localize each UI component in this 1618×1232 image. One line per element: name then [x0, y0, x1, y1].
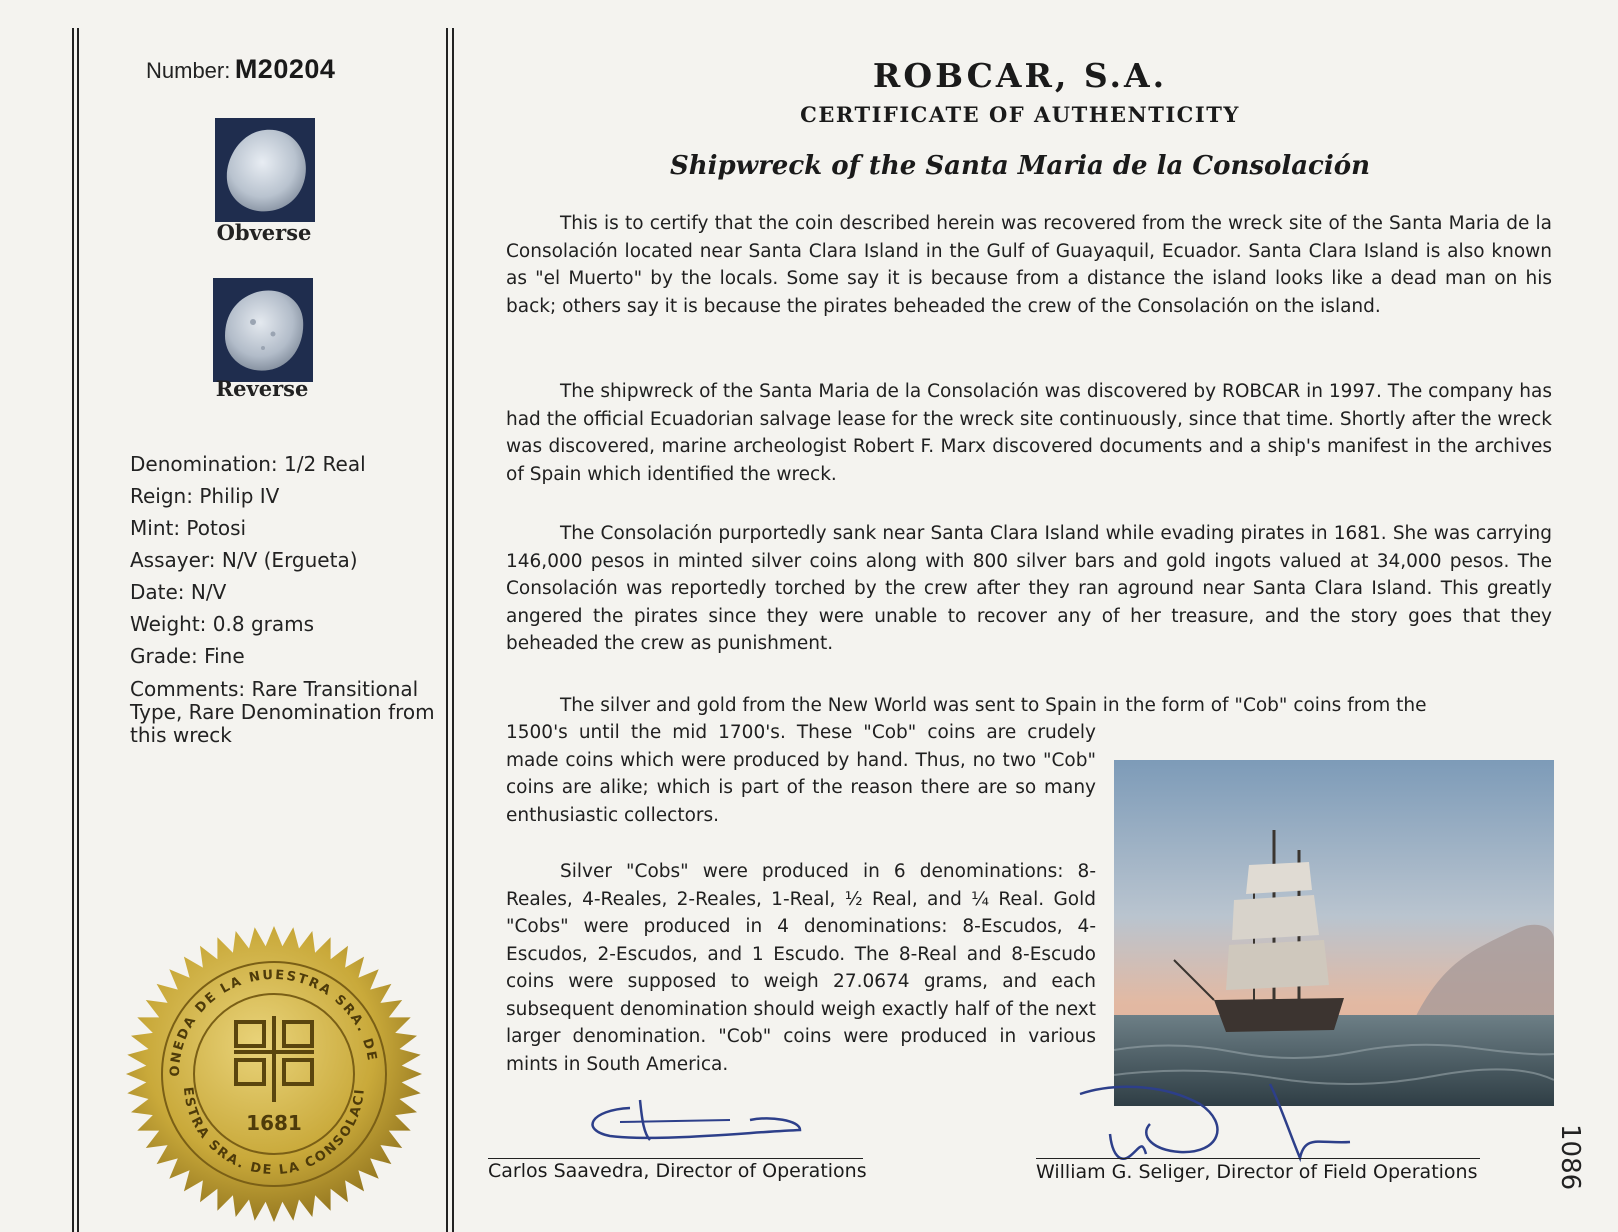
handwritten-number-text: 1086 — [1555, 1124, 1585, 1191]
seal-text-top: ONEDA DE LA NUESTRA SRA. DE — [167, 967, 380, 1077]
certificate-title: CERTIFICATE OF AUTHENTICITY — [800, 102, 1240, 127]
obverse-label: Obverse — [216, 220, 312, 245]
paragraph-denominations: Silver "Cobs" were produced in 6 denominations: 8-Reales, 4-Reales, 2-Reales, 1-Real, ½ Real, and ¼ Real. Gold "Cobs" were produced in 4 denominations: 8-Escudos, 4-Escudos, 2-Escudos, and 1 Escudo. The 8-Real and 8-Escudo coins were supposed to weigh 27.0674 grams, and each subsequent denomination should weigh exactly half of the next larger denomination. "Cob" coins were produced in various mints in South America. — [506, 861, 1096, 1075]
seal-text-bottom: ESTRA SRA. DE LA CONSOLACI — [179, 1086, 368, 1179]
shipwreck-title: Shipwreck of the Santa Maria de la Consolación — [669, 151, 1371, 181]
company-name: ROBCAR, S.A. — [872, 56, 1168, 95]
sailing-ship-painting — [1114, 760, 1554, 1106]
coin-details-sidebar — [90, 28, 460, 1228]
paragraph-discovery: The shipwreck of the Santa Maria de la Consolación was discovered by ROBCAR in 1997. The company has had the official Ecuadorian salvage lease for the wreck site continuously, since that time. Shortly after the wreck was discovered, marine archeologist Robert F. Marx discovered documents and a ship's manifest in the archives of Spain which identified the wreck. — [506, 381, 1552, 485]
frame-line-left-outer — [72, 28, 74, 1232]
coin-specifications — [130, 448, 450, 747]
number-value: M20204 — [234, 54, 336, 84]
number-label: Number: — [146, 58, 231, 83]
paragraph-sinking: The Consolación purportedly sank near Santa Clara Island while evading pirates in 1681. She was carrying 146,000 pesos in minted silver coins along with 800 silver bars and gold ingots valued at 34,000 pesos. The Consolación was reportedly torched by the crew after they ran aground near Santa Clara Island. This greatly angered the pirates since they were unable to recover any of her treasure, and the story goes that they beheaded the crew as punishment. — [506, 523, 1552, 654]
certificate-main — [470, 28, 1590, 1228]
spec-assayer: Assayer: N/V (Ergueta) — [130, 548, 358, 572]
frame-line-left-inner — [77, 28, 79, 1232]
reverse-coin-image — [213, 278, 313, 382]
gold-seal-image — [124, 924, 424, 1224]
spec-date: Date: N/V — [130, 580, 227, 604]
spec-denomination: Denomination: 1/2 Real — [130, 452, 366, 476]
spec-mint: Mint: Potosi — [130, 516, 247, 540]
spec-grade: Grade: Fine — [130, 644, 245, 668]
spec-comments: Comments: Rare Transitional Type, Rare Denomination from this wreck — [130, 677, 435, 747]
left-signature-image — [570, 1090, 810, 1164]
seal-year: 1681 — [246, 1111, 302, 1135]
handwritten-reference-number — [1548, 1120, 1588, 1200]
paragraph-cob-coins-intro: The silver and gold from the New World was sent to Spain in the form of "Cob" coins from the — [560, 695, 1427, 716]
right-signature-line — [1036, 1158, 1480, 1159]
obverse-coin-image — [215, 118, 315, 222]
certificate-number — [146, 54, 335, 85]
paragraph-cob-coins: 1500's until the mid 1700's. These "Cob" coins are crudely made coins which were produced by hand. Thus, no two "Cob" coins are alike; which is part of the reason there are so many enthusiastic collectors. — [506, 722, 1096, 826]
reverse-label: Reverse — [215, 376, 309, 401]
paragraph-certification: This is to certify that the coin described herein was recovered from the wreck site of the Santa Maria de la Consolación located near Santa Clara Island in the Gulf of Guayaquil, Ecuador. Santa Clara Island is also known as "el Muerto" by the locals. Some say it is because from a distance the island looks like a dead man on his back; others say it is because the pirates beheaded the crew of the Consolación on the island. — [506, 213, 1552, 317]
left-signatory: Carlos Saavedra, Director of Operations — [488, 1160, 867, 1182]
spec-reign: Reign: Philip IV — [130, 484, 280, 508]
spec-weight: Weight: 0.8 grams — [130, 612, 315, 636]
right-signatory: William G. Seliger, Director of Field Operations — [1036, 1161, 1478, 1183]
left-signature-line — [488, 1158, 863, 1159]
